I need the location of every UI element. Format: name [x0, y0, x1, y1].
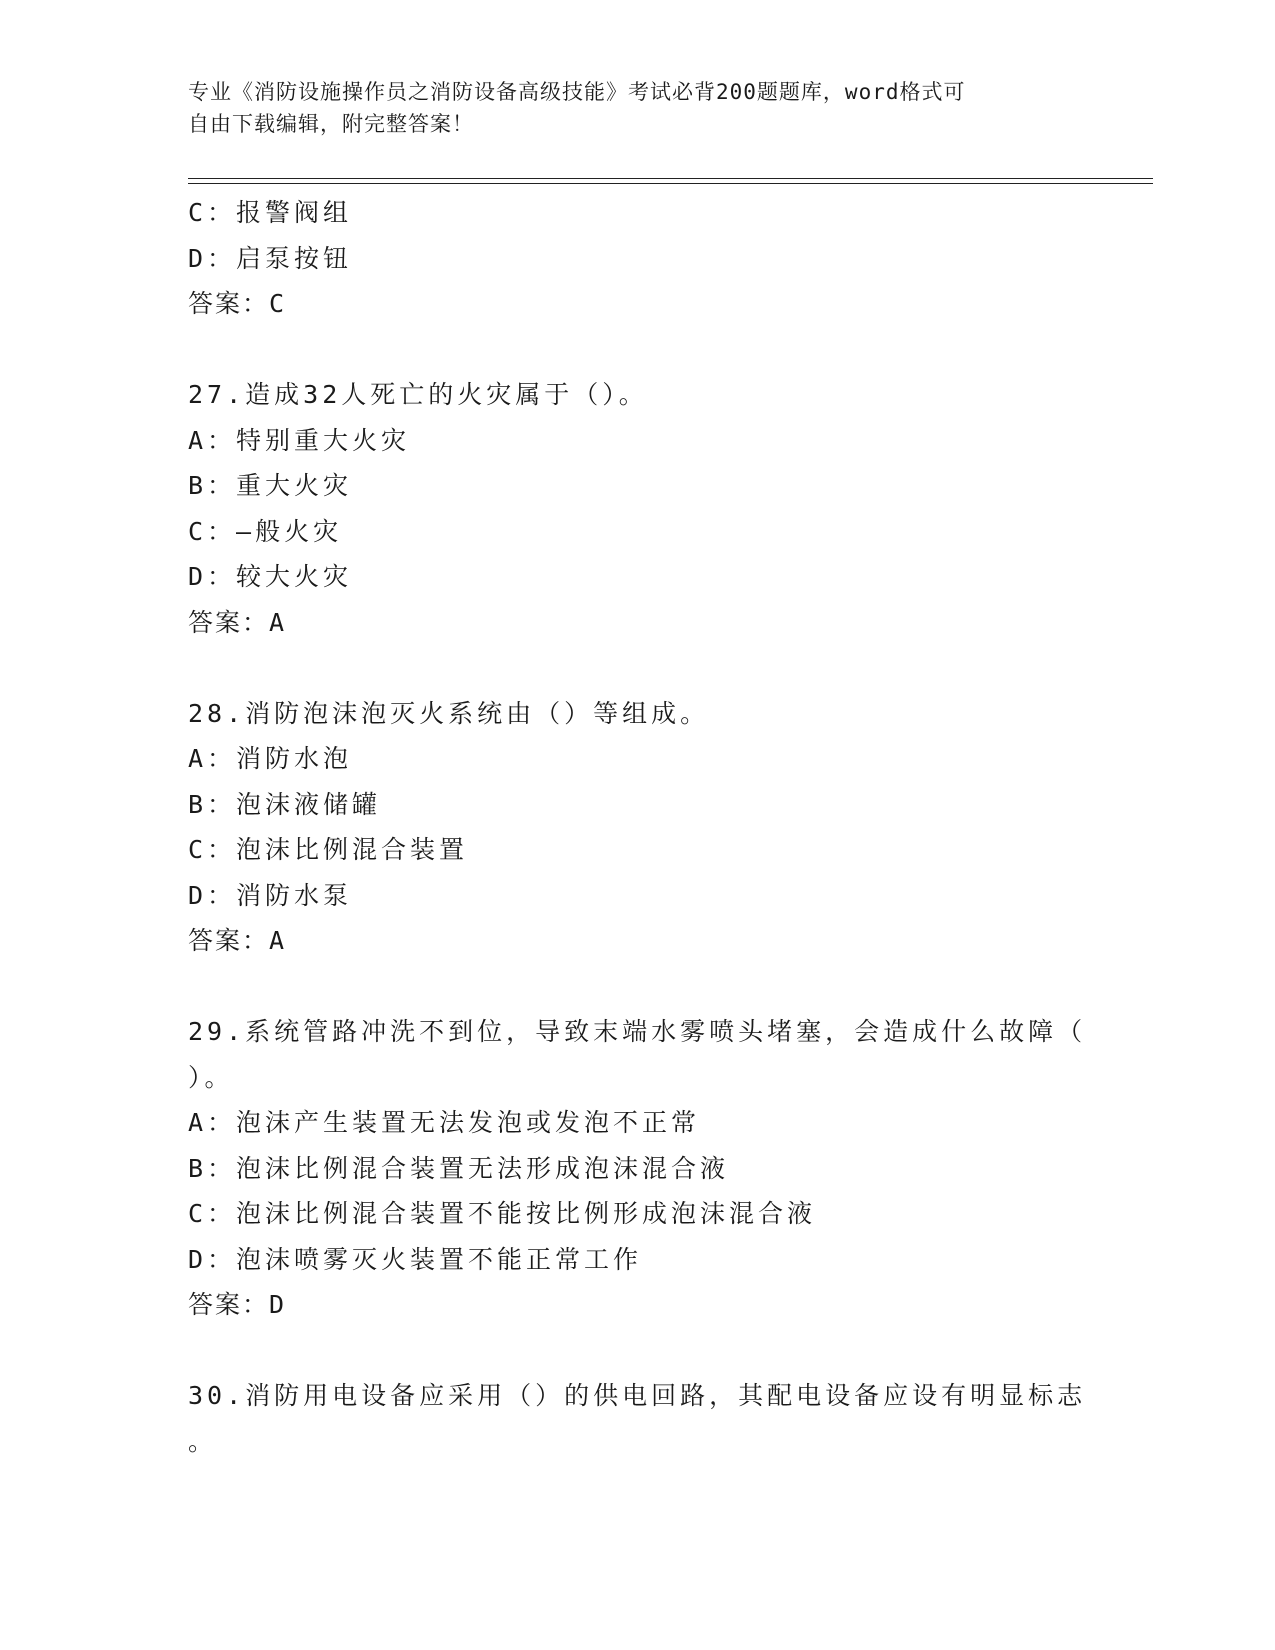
option-a: A：泡沫产生装置无法发泡或发泡不正常 [188, 1108, 701, 1137]
option-c: C：报警阀组 [188, 198, 353, 227]
option-b: B：泡沫液储罐 [188, 789, 382, 819]
option-d: D：消防水泵 [188, 880, 353, 910]
answer: 答案：D [188, 1290, 287, 1319]
option-d: D：泡沫喷雾灭火装置不能正常工作 [188, 1244, 643, 1274]
option-a: A：消防水泡 [188, 744, 353, 773]
question-stem: 28.消防泡沫泡灭火系统由（）等组成。 [188, 698, 710, 728]
spacer [188, 1328, 1088, 1374]
answer: 答案：A [188, 926, 287, 955]
header-divider-bottom [188, 183, 1153, 184]
option-c: C：泡沫比例混合装置 [188, 835, 469, 864]
spacer [188, 964, 1088, 1010]
document-header [188, 76, 1068, 140]
question-stem-line-1: 30.消防用电设备应采用（）的供电回路，其配电设备应设有明显标志 [188, 1381, 1087, 1410]
question-stem: 27.造成32人死亡的火灾属于（）。 [188, 380, 648, 409]
header-divider-top [188, 178, 1153, 179]
option-d: D：启泵按钮 [188, 243, 353, 273]
option-c: C：泡沫比例混合装置不能按比例形成泡沫混合液 [188, 1199, 817, 1228]
answer: 答案：C [188, 289, 287, 318]
spacer [188, 327, 1088, 373]
option-a: A：特别重大火灾 [188, 425, 411, 455]
option-b: B：泡沫比例混合装置无法形成泡沫混合液 [188, 1153, 730, 1183]
answer: 答案：A [188, 607, 287, 637]
option-b: B：重大火灾 [188, 471, 353, 500]
header-line-1: 专业《消防设施操作员之消防设备高级技能》考试必背200题题库，word格式可 [188, 80, 966, 104]
question-stem-line-2: ）。 [188, 1062, 234, 1092]
spacer [188, 645, 1088, 691]
header-line-2: 自由下载编辑，附完整答案！ [188, 112, 474, 136]
question-list [188, 190, 1088, 1464]
option-d: D：较大火灾 [188, 562, 353, 591]
question-stem-line-2: 。 [188, 1426, 218, 1456]
question-stem-line-1: 29.系统管路冲洗不到位，导致末端水雾喷头堵塞，会造成什么故障（ [188, 1017, 1087, 1046]
option-c: C：—般火灾 [188, 516, 343, 546]
